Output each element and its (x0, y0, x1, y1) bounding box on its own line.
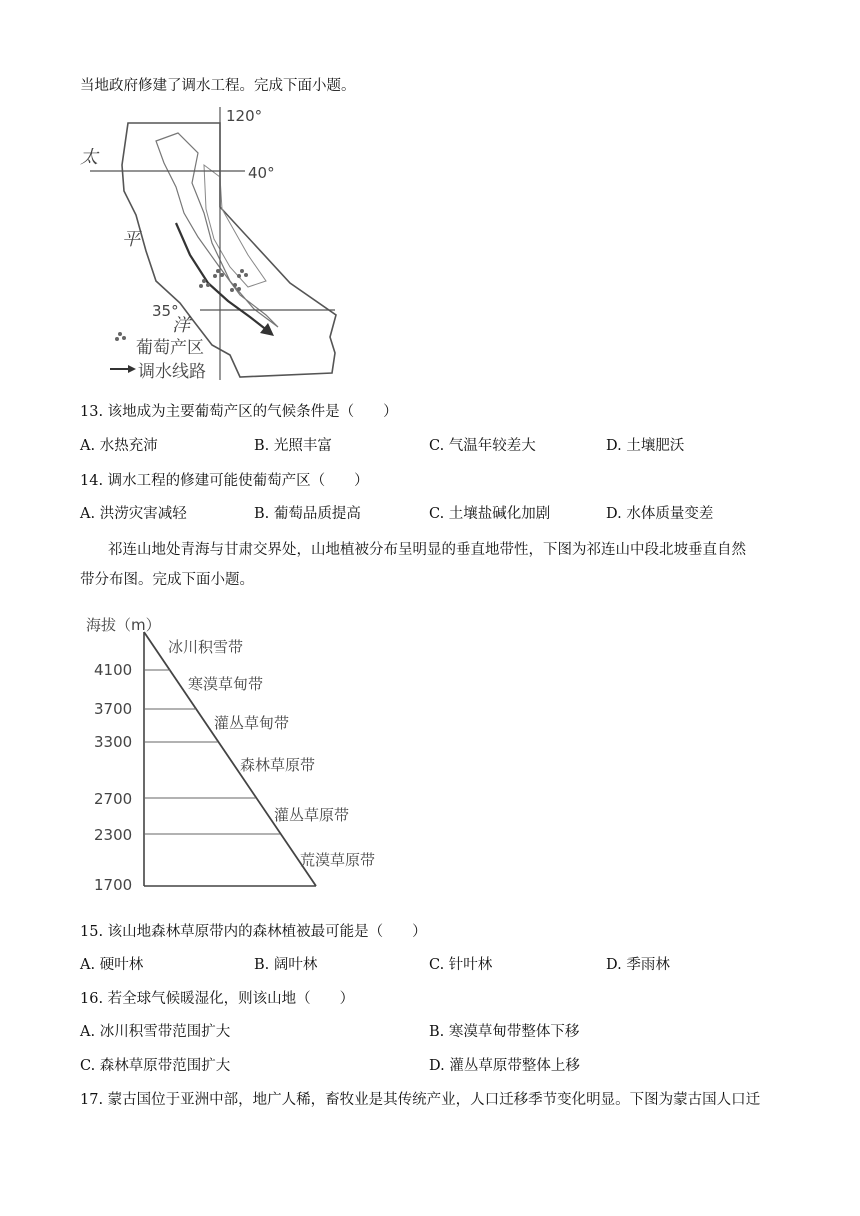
tick-label-3700: 3700 (94, 700, 133, 718)
ocean-char-ping: 平 (122, 229, 140, 250)
legend-grape-icon (115, 332, 126, 341)
tick-label-3300: 3300 (94, 733, 133, 751)
q14-option-b[interactable]: B. 葡萄品质提高 (254, 506, 361, 522)
passage2-line1: 祁连山地处青海与甘肃交界处，山地植被分布呈明显的垂直地带性，下图为祁连山中段北坡垂直自然 (108, 542, 746, 558)
q16-option-a[interactable]: A. 冰川积雪带范围扩大 (80, 1024, 231, 1040)
q16-stem: 16. 若全球气候暖湿化，则该山地（ ） (80, 991, 355, 1007)
belt-forest-steppe: 森林草原带 (240, 756, 316, 774)
belt-shrub-meadow: 灌丛草甸带 (214, 714, 290, 732)
q13-option-c[interactable]: C. 气温年较差大 (429, 438, 536, 454)
belt-alpine-desert-meadow: 寒漠草甸带 (188, 675, 264, 693)
tick-label-2700: 2700 (94, 790, 133, 808)
q14-option-c[interactable]: C. 土壤盐碱化加剧 (429, 506, 551, 522)
belt-glacier-snow: 冰川积雪带 (168, 638, 244, 656)
q17-stem: 17. 蒙古国位于亚洲中部，地广人稀，畜牧业是其传统产业，人口迁移季节变化明显。下图为蒙古国人口迁 (80, 1092, 761, 1108)
lon-120-label: 120° (226, 107, 263, 125)
tick-label-1700: 1700 (94, 876, 133, 894)
q14-option-a[interactable]: A. 洪涝灾害减轻 (80, 506, 187, 522)
q13-option-a[interactable]: A. 水热充沛 (80, 438, 158, 454)
water-route-arrowhead (260, 323, 274, 336)
belt-desert-steppe: 荒漠草原带 (300, 851, 376, 869)
legend-route-label: 调水线路 (138, 362, 206, 380)
q15-option-b[interactable]: B. 阔叶林 (254, 957, 318, 973)
q16-option-d[interactable]: D. 灌丛草原带整体上移 (429, 1058, 580, 1074)
vertical-zonation-diagram (78, 600, 418, 900)
lat-40-label: 40° (248, 164, 275, 182)
q13-stem: 13. 该地成为主要葡萄产区的气候条件是（ ） (80, 404, 398, 420)
q15-option-c[interactable]: C. 针叶林 (429, 957, 493, 973)
q14-stem: 14. 调水工程的修建可能使葡萄产区（ ） (80, 473, 369, 489)
intro-text: 当地政府修建了调水工程。完成下面小题。 (80, 78, 356, 94)
lat-35-label: 35° (152, 302, 179, 320)
legend-grape-label: 葡萄产区 (136, 338, 204, 358)
q15-stem: 15. 该山地森林草原带内的森林植被最可能是（ ） (80, 924, 427, 940)
q13-option-b[interactable]: B. 光照丰富 (254, 438, 332, 454)
belt-shrub-steppe: 灌丛草原带 (274, 806, 350, 824)
q14-option-d[interactable]: D. 水体质量变差 (606, 506, 714, 522)
q15-option-d[interactable]: D. 季雨林 (606, 957, 670, 973)
q13-option-d[interactable]: D. 土壤肥沃 (606, 438, 685, 454)
california-map (80, 105, 350, 380)
tick-label-4100: 4100 (94, 661, 133, 679)
q16-option-c[interactable]: C. 森林草原带范围扩大 (80, 1058, 231, 1074)
ocean-char-yang: 洋 (172, 315, 190, 336)
q16-option-b[interactable]: B. 寒漠草甸带整体下移 (429, 1024, 580, 1040)
valley-inner (204, 165, 266, 287)
passage2-line2: 带分布图。完成下面小题。 (80, 572, 254, 588)
q15-option-a[interactable]: A. 硬叶林 (80, 957, 144, 973)
tick-label-2300: 2300 (94, 826, 133, 844)
altitude-axis-label: 海拔（m） (86, 616, 161, 634)
ocean-char-tai: 太 (80, 147, 98, 168)
legend-route-arrowhead (128, 365, 136, 373)
